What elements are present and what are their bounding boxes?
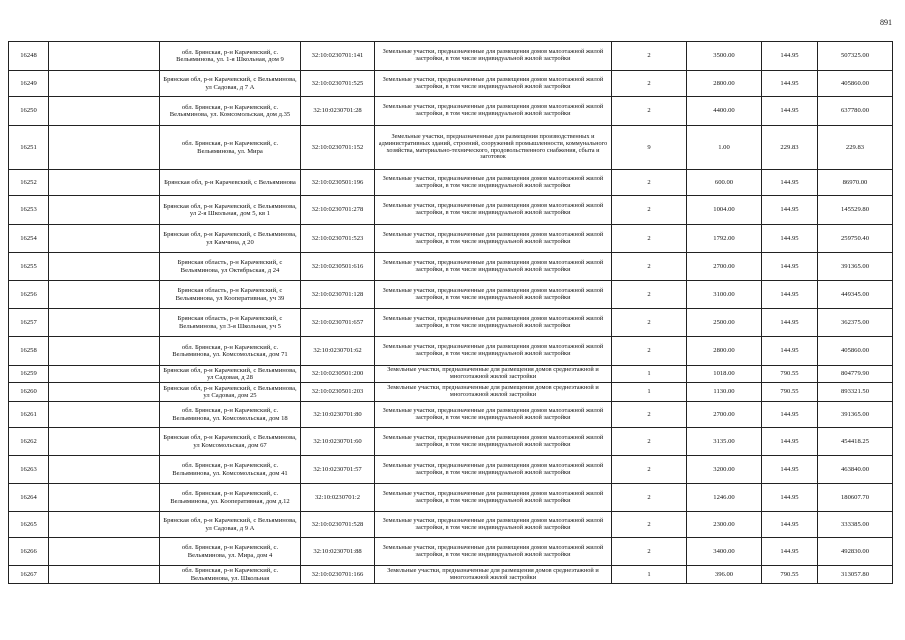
land-plots-table bbox=[8, 41, 893, 584]
area-cell: 2800.00 bbox=[687, 71, 762, 97]
area-cell: 1792.00 bbox=[687, 225, 762, 253]
land-purpose-cell: Земельные участки, предназначенные для размещения домов малоэтажной жилой застройки, в том числе индивидуальной жилой застройки bbox=[375, 538, 612, 566]
table-row bbox=[9, 126, 893, 170]
table-row bbox=[9, 196, 893, 225]
area-cell: 1.00 bbox=[687, 126, 762, 170]
empty-cell bbox=[49, 366, 160, 383]
address-cell: обл. Брянская, р-н Карачевский, с. Вельяминова, ул. Комсомольская, дом 18 bbox=[160, 402, 301, 428]
land-purpose-cell: Земельные участки, предназначенные для размещения домов малоэтажной жилой застройки, в том числе индивидуальной жилой застройки bbox=[375, 253, 612, 281]
cadastral-value-cell: 391365.00 bbox=[818, 402, 893, 428]
table-row bbox=[9, 402, 893, 428]
table-row bbox=[9, 538, 893, 566]
rate-cell: 144.95 bbox=[762, 42, 818, 71]
area-cell: 3500.00 bbox=[687, 42, 762, 71]
land-purpose-cell: Земельные участки, предназначенные для размещения домов малоэтажной жилой застройки, в том числе индивидуальной жилой застройки bbox=[375, 428, 612, 456]
group-cell: 2 bbox=[612, 196, 687, 225]
address-cell: обл. Брянская, р-н Карачевский, с. Вельяминова, ул. Мира bbox=[160, 126, 301, 170]
address-cell: Брянская обл, р-н Карачевский, с Вельяминова, ул Комсомольская, дом 67 bbox=[160, 428, 301, 456]
rate-cell: 144.95 bbox=[762, 71, 818, 97]
cadastral-number-cell: 32:10:0230701:57 bbox=[301, 456, 375, 484]
cadastral-value-cell: 145529.80 bbox=[818, 196, 893, 225]
cadastral-number-cell: 32:10:0230701:60 bbox=[301, 428, 375, 456]
table-row bbox=[9, 484, 893, 512]
empty-cell bbox=[49, 196, 160, 225]
table-row bbox=[9, 309, 893, 337]
address-cell: обл. Брянская, р-н Карачевский, с. Вельяминова, ул. Школьная bbox=[160, 566, 301, 584]
land-purpose-cell: Земельные участки, предназначенные для размещения домов малоэтажной жилой застройки, в том числе индивидуальной жилой застройки bbox=[375, 337, 612, 366]
empty-cell bbox=[49, 337, 160, 366]
empty-cell bbox=[49, 309, 160, 337]
area-cell: 3400.00 bbox=[687, 538, 762, 566]
cadastral-value-cell: 180607.70 bbox=[818, 484, 893, 512]
rate-cell: 144.95 bbox=[762, 456, 818, 484]
table-row bbox=[9, 366, 893, 383]
row-id: 16257 bbox=[9, 309, 49, 337]
row-id: 16251 bbox=[9, 126, 49, 170]
empty-cell bbox=[49, 71, 160, 97]
row-id: 16248 bbox=[9, 42, 49, 71]
table-row bbox=[9, 97, 893, 126]
land-purpose-cell: Земельные участки, предназначенные для размещения домов малоэтажной жилой застройки, в том числе индивидуальной жилой застройки bbox=[375, 170, 612, 196]
group-cell: 2 bbox=[612, 428, 687, 456]
empty-cell bbox=[49, 97, 160, 126]
cadastral-value-cell: 86970.00 bbox=[818, 170, 893, 196]
cadastral-number-cell: 32:10:0230701:141 bbox=[301, 42, 375, 71]
cadastral-value-cell: 313057.80 bbox=[818, 566, 893, 584]
row-id: 16264 bbox=[9, 484, 49, 512]
land-purpose-cell: Земельные участки, предназначенные для размещения домов малоэтажной жилой застройки, в том числе индивидуальной жилой застройки bbox=[375, 512, 612, 538]
cadastral-number-cell: 32:10:0230701:523 bbox=[301, 225, 375, 253]
cadastral-value-cell: 449345.00 bbox=[818, 281, 893, 309]
area-cell: 2700.00 bbox=[687, 253, 762, 281]
cadastral-value-cell: 454418.25 bbox=[818, 428, 893, 456]
area-cell: 1130.00 bbox=[687, 383, 762, 402]
cadastral-value-cell: 463840.00 bbox=[818, 456, 893, 484]
row-id: 16253 bbox=[9, 196, 49, 225]
rate-cell: 790.55 bbox=[762, 566, 818, 584]
cadastral-value-cell: 333385.00 bbox=[818, 512, 893, 538]
area-cell: 1246.00 bbox=[687, 484, 762, 512]
group-cell: 2 bbox=[612, 42, 687, 71]
land-purpose-cell: Земельные участки, предназначенные для размещения домов малоэтажной жилой застройки, в том числе индивидуальной жилой застройки bbox=[375, 71, 612, 97]
cadastral-value-cell: 391365.00 bbox=[818, 253, 893, 281]
table-row bbox=[9, 225, 893, 253]
land-purpose-cell: Земельные участки, предназначенные для размещения домов малоэтажной жилой застройки, в том числе индивидуальной жилой застройки bbox=[375, 456, 612, 484]
rate-cell: 144.95 bbox=[762, 512, 818, 538]
address-cell: обл. Брянская, р-н Карачевский, с. Вельяминова, ул. 1-я Школьная, дом 9 bbox=[160, 42, 301, 71]
land-purpose-cell: Земельные участки, предназначенные для размещения домов малоэтажной жилой застройки, в том числе индивидуальной жилой застройки bbox=[375, 281, 612, 309]
address-cell: обл. Брянская, р-н Карачевский, с. Вельяминова, ул. Мира, дом 4 bbox=[160, 538, 301, 566]
cadastral-number-cell: 32:10:0230701:128 bbox=[301, 281, 375, 309]
rate-cell: 144.95 bbox=[762, 97, 818, 126]
address-cell: Брянская обл, р-н Карачевский, с Вельяминова, ул Садовая, дом 25 bbox=[160, 383, 301, 402]
area-cell: 2700.00 bbox=[687, 402, 762, 428]
row-id: 16260 bbox=[9, 383, 49, 402]
rate-cell: 790.55 bbox=[762, 383, 818, 402]
rate-cell: 144.95 bbox=[762, 428, 818, 456]
row-id: 16250 bbox=[9, 97, 49, 126]
group-cell: 2 bbox=[612, 402, 687, 428]
row-id: 16266 bbox=[9, 538, 49, 566]
cadastral-number-cell: 32:10:0230701:657 bbox=[301, 309, 375, 337]
cadastral-value-cell: 362375.00 bbox=[818, 309, 893, 337]
address-cell: обл. Брянская, р-н Карачевский, с. Вельяминова, ул. Кооперативная, дом д.12 bbox=[160, 484, 301, 512]
area-cell: 3100.00 bbox=[687, 281, 762, 309]
area-cell: 2300.00 bbox=[687, 512, 762, 538]
rate-cell: 144.95 bbox=[762, 170, 818, 196]
rate-cell: 144.95 bbox=[762, 196, 818, 225]
address-cell: Брянская область, р-н Карачевский, с Вельяминова, ул 3-я Школьная, уч 5 bbox=[160, 309, 301, 337]
cadastral-number-cell: 32:10:0230701:525 bbox=[301, 71, 375, 97]
land-purpose-cell: Земельные участки, предназначенные для размещения домов среднеэтажной и многоэтажной жилой застройки bbox=[375, 366, 612, 383]
address-cell: Брянская обл, р-н Карачевский, с Вельяминова bbox=[160, 170, 301, 196]
group-cell: 9 bbox=[612, 126, 687, 170]
cadastral-value-cell: 492830.00 bbox=[818, 538, 893, 566]
area-cell: 2500.00 bbox=[687, 309, 762, 337]
page-number: 891 bbox=[880, 18, 892, 27]
land-purpose-cell: Земельные участки, предназначенные для размещения производственных и административных зданий, строений, сооружений промышленности, коммунального хозяйства, материально-технического, продовольственного снабжения, сбыта и заготовок bbox=[375, 126, 612, 170]
group-cell: 2 bbox=[612, 281, 687, 309]
group-cell: 2 bbox=[612, 337, 687, 366]
area-cell: 2800.00 bbox=[687, 337, 762, 366]
group-cell: 2 bbox=[612, 512, 687, 538]
cadastral-number-cell: 32:10:0230701:278 bbox=[301, 196, 375, 225]
empty-cell bbox=[49, 512, 160, 538]
row-id: 16255 bbox=[9, 253, 49, 281]
land-purpose-cell: Земельные участки, предназначенные для размещения домов малоэтажной жилой застройки, в том числе индивидуальной жилой застройки bbox=[375, 42, 612, 71]
cadastral-number-cell: 32:10:0230501:196 bbox=[301, 170, 375, 196]
rate-cell: 144.95 bbox=[762, 484, 818, 512]
group-cell: 2 bbox=[612, 225, 687, 253]
row-id: 16258 bbox=[9, 337, 49, 366]
cadastral-number-cell: 32:10:0230501:203 bbox=[301, 383, 375, 402]
rate-cell: 144.95 bbox=[762, 337, 818, 366]
area-cell: 396.00 bbox=[687, 566, 762, 584]
cadastral-value-cell: 507325.00 bbox=[818, 42, 893, 71]
address-cell: обл. Брянская, р-н Карачевский, с. Вельяминова, ул. Комсомольская, дом 41 bbox=[160, 456, 301, 484]
group-cell: 2 bbox=[612, 484, 687, 512]
group-cell: 2 bbox=[612, 253, 687, 281]
cadastral-number-cell: 32:10:0230501:200 bbox=[301, 366, 375, 383]
land-purpose-cell: Земельные участки, предназначенные для размещения домов малоэтажной жилой застройки, в том числе индивидуальной жилой застройки bbox=[375, 402, 612, 428]
cadastral-number-cell: 32:10:0230701:62 bbox=[301, 337, 375, 366]
land-purpose-cell: Земельные участки, предназначенные для размещения домов среднеэтажной и многоэтажной жилой застройки bbox=[375, 566, 612, 584]
empty-cell bbox=[49, 428, 160, 456]
empty-cell bbox=[49, 225, 160, 253]
land-purpose-cell: Земельные участки, предназначенные для размещения домов малоэтажной жилой застройки, в том числе индивидуальной жилой застройки bbox=[375, 196, 612, 225]
cadastral-number-cell: 32:10:0230701:528 bbox=[301, 512, 375, 538]
area-cell: 1018.00 bbox=[687, 366, 762, 383]
row-id: 16261 bbox=[9, 402, 49, 428]
empty-cell bbox=[49, 253, 160, 281]
table-row bbox=[9, 71, 893, 97]
area-cell: 600.00 bbox=[687, 170, 762, 196]
rate-cell: 229.83 bbox=[762, 126, 818, 170]
group-cell: 1 bbox=[612, 366, 687, 383]
cadastral-number-cell: 32:10:0230701:152 bbox=[301, 126, 375, 170]
area-cell: 1004.00 bbox=[687, 196, 762, 225]
empty-cell bbox=[49, 456, 160, 484]
cadastral-value-cell: 893321.50 bbox=[818, 383, 893, 402]
land-purpose-cell: Земельные участки, предназначенные для размещения домов малоэтажной жилой застройки, в том числе индивидуальной жилой застройки bbox=[375, 97, 612, 126]
group-cell: 2 bbox=[612, 97, 687, 126]
group-cell: 2 bbox=[612, 538, 687, 566]
row-id: 16262 bbox=[9, 428, 49, 456]
table-row bbox=[9, 281, 893, 309]
rate-cell: 144.95 bbox=[762, 225, 818, 253]
address-cell: обл. Брянская, р-н Карачевский, с. Вельяминова, ул. Комсомольская, дом 71 bbox=[160, 337, 301, 366]
row-id: 16256 bbox=[9, 281, 49, 309]
table-row bbox=[9, 42, 893, 71]
cadastral-number-cell: 32:10:0230701:80 bbox=[301, 402, 375, 428]
row-id: 16252 bbox=[9, 170, 49, 196]
empty-cell bbox=[49, 566, 160, 584]
empty-cell bbox=[49, 484, 160, 512]
cadastral-value-cell: 804779.90 bbox=[818, 366, 893, 383]
table-row bbox=[9, 566, 893, 584]
address-cell: обл. Брянская, р-н Карачевский, с. Вельяминова, ул. Комсомольская, дом д.35 bbox=[160, 97, 301, 126]
land-purpose-cell: Земельные участки, предназначенные для размещения домов малоэтажной жилой застройки, в том числе индивидуальной жилой застройки bbox=[375, 484, 612, 512]
row-id: 16263 bbox=[9, 456, 49, 484]
address-cell: Брянская область, р-н Карачевский, с Вельяминова, ул Октябрьская, д 24 bbox=[160, 253, 301, 281]
table-row bbox=[9, 337, 893, 366]
group-cell: 2 bbox=[612, 456, 687, 484]
area-cell: 3200.00 bbox=[687, 456, 762, 484]
empty-cell bbox=[49, 538, 160, 566]
cadastral-value-cell: 637780.00 bbox=[818, 97, 893, 126]
land-purpose-cell: Земельные участки, предназначенные для размещения домов среднеэтажной и многоэтажной жилой застройки bbox=[375, 383, 612, 402]
row-id: 16249 bbox=[9, 71, 49, 97]
land-purpose-cell: Земельные участки, предназначенные для размещения домов малоэтажной жилой застройки, в том числе индивидуальной жилой застройки bbox=[375, 309, 612, 337]
rate-cell: 144.95 bbox=[762, 281, 818, 309]
address-cell: Брянская обл, р-н Карачевский, с Вельяминова, ул Садовая, д 28 bbox=[160, 366, 301, 383]
group-cell: 1 bbox=[612, 383, 687, 402]
area-cell: 3135.00 bbox=[687, 428, 762, 456]
table-row bbox=[9, 170, 893, 196]
cadastral-number-cell: 32:10:0230701:88 bbox=[301, 538, 375, 566]
empty-cell bbox=[49, 383, 160, 402]
cadastral-value-cell: 405860.00 bbox=[818, 71, 893, 97]
cadastral-number-cell: 32:10:0230701:2 bbox=[301, 484, 375, 512]
group-cell: 2 bbox=[612, 309, 687, 337]
row-id: 16267 bbox=[9, 566, 49, 584]
rate-cell: 144.95 bbox=[762, 538, 818, 566]
table-body bbox=[9, 42, 893, 584]
cadastral-number-cell: 32:10:0230701:166 bbox=[301, 566, 375, 584]
empty-cell bbox=[49, 42, 160, 71]
table-row bbox=[9, 456, 893, 484]
rate-cell: 144.95 bbox=[762, 253, 818, 281]
cadastral-number-cell: 32:10:0230701:28 bbox=[301, 97, 375, 126]
address-cell: Брянская область, р-н Карачевский, с Вельяминова, ул Кооперативная, уч 39 bbox=[160, 281, 301, 309]
cadastral-value-cell: 229.83 bbox=[818, 126, 893, 170]
table-row bbox=[9, 428, 893, 456]
empty-cell bbox=[49, 170, 160, 196]
group-cell: 2 bbox=[612, 71, 687, 97]
rate-cell: 790.55 bbox=[762, 366, 818, 383]
row-id: 16259 bbox=[9, 366, 49, 383]
address-cell: Брянская обл, р-н Карачевский, с Вельяминова, ул Камчина, д 20 bbox=[160, 225, 301, 253]
group-cell: 2 bbox=[612, 170, 687, 196]
table-row bbox=[9, 383, 893, 402]
row-id: 16254 bbox=[9, 225, 49, 253]
area-cell: 4400.00 bbox=[687, 97, 762, 126]
cadastral-number-cell: 32:10:0230501:616 bbox=[301, 253, 375, 281]
rate-cell: 144.95 bbox=[762, 402, 818, 428]
address-cell: Брянская обл, р-н Карачевский, с Вельяминова, ул Садовая, д 9 А bbox=[160, 512, 301, 538]
table-row bbox=[9, 512, 893, 538]
group-cell: 1 bbox=[612, 566, 687, 584]
empty-cell bbox=[49, 281, 160, 309]
cadastral-value-cell: 405860.00 bbox=[818, 337, 893, 366]
row-id: 16265 bbox=[9, 512, 49, 538]
rate-cell: 144.95 bbox=[762, 309, 818, 337]
empty-cell bbox=[49, 126, 160, 170]
land-purpose-cell: Земельные участки, предназначенные для размещения домов малоэтажной жилой застройки, в том числе индивидуальной жилой застройки bbox=[375, 225, 612, 253]
table-row bbox=[9, 253, 893, 281]
cadastral-value-cell: 259750.40 bbox=[818, 225, 893, 253]
empty-cell bbox=[49, 402, 160, 428]
address-cell: Брянская обл, р-н Карачевский, с Вельяминова, ул Садовая, д 7 А bbox=[160, 71, 301, 97]
address-cell: Брянская обл, р-н Карачевский, с Вельяминова, ул 2-я Школьная, дом 5, кв 1 bbox=[160, 196, 301, 225]
